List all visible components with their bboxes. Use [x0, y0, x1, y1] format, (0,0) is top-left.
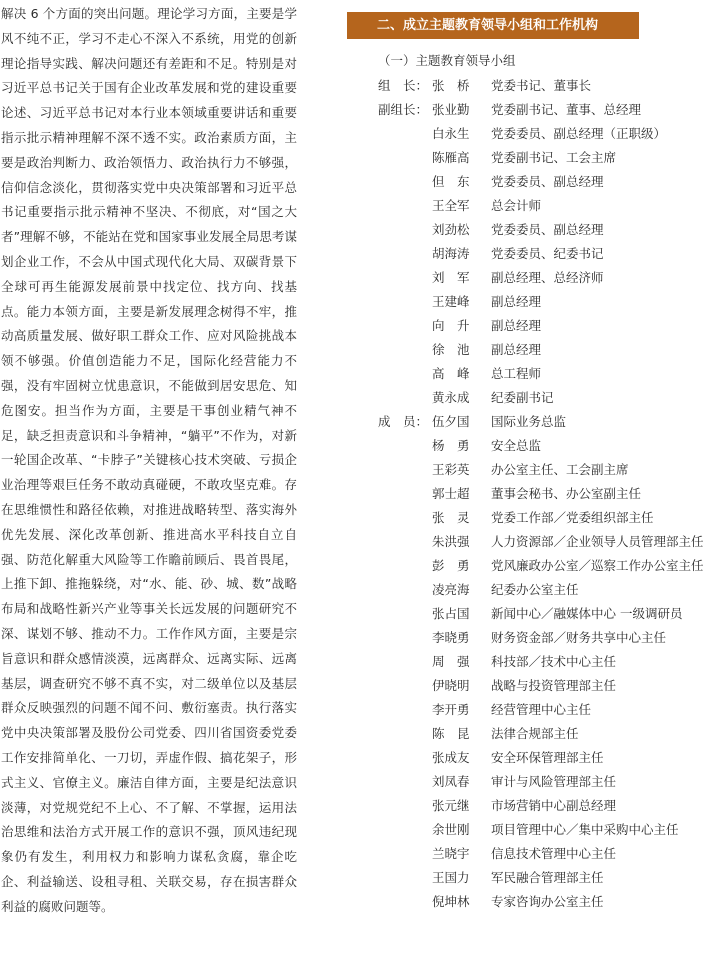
roster-row [378, 722, 721, 746]
member-name: 凌亮海 [432, 582, 470, 597]
role-label [378, 338, 432, 362]
roster-row [378, 338, 721, 362]
roster-row [378, 818, 721, 842]
role-label: 成 员： [378, 414, 429, 429]
roster-row [378, 842, 721, 866]
member-position: 经营管理中心主任 [491, 702, 592, 717]
role-label [378, 866, 432, 890]
member-name: 王国力 [432, 870, 470, 885]
role-label [378, 242, 432, 266]
roster-row [378, 266, 721, 290]
member-name: 黄永成 [432, 390, 470, 405]
roster-row [378, 434, 721, 458]
role-label [378, 890, 432, 914]
roster-row [378, 386, 721, 410]
member-position: 党委副书记、工会主席 [491, 150, 617, 165]
member-name: 余世刚 [432, 822, 470, 837]
member-name: 周 强 [432, 654, 470, 669]
role-label [378, 842, 432, 866]
section-heading: 二、成立主题教育领导小组和工作机构 [347, 12, 639, 39]
roster-row [378, 290, 721, 314]
roster-row [378, 410, 721, 434]
member-name: 王全军 [432, 198, 470, 213]
role-label [378, 170, 432, 194]
member-position: 战略与投资管理部主任 [491, 678, 617, 693]
member-name: 杨 勇 [432, 438, 470, 453]
member-name: 徐 池 [432, 342, 470, 357]
member-position: 安全环保管理部主任 [491, 750, 604, 765]
member-position: 党委委员、纪委书记 [491, 246, 604, 261]
roster-row [378, 674, 721, 698]
member-position: 纪委副书记 [491, 390, 554, 405]
member-position: 财务资金部／财务共享中心主任 [491, 630, 667, 645]
role-label [378, 386, 432, 410]
role-label [378, 530, 432, 554]
roster-row [378, 218, 721, 242]
roster-row [378, 98, 721, 122]
role-label [378, 194, 432, 218]
roster-row [378, 890, 721, 914]
member-name: 李开勇 [432, 702, 470, 717]
member-name: 高 峰 [432, 366, 470, 381]
role-label [378, 458, 432, 482]
member-position: 党风廉政办公室／巡察工作办公室主任 [491, 558, 704, 573]
member-position: 副总经理、总经济师 [491, 270, 604, 285]
member-name: 刘 军 [432, 270, 470, 285]
role-label [378, 818, 432, 842]
member-name: 刘劲松 [432, 222, 470, 237]
member-name: 郭士超 [432, 486, 470, 501]
role-label: 组 长： [378, 78, 429, 93]
member-position: 市场营销中心副总经理 [491, 798, 617, 813]
roster-row [378, 626, 721, 650]
member-name: 王彩英 [432, 462, 470, 477]
member-position: 科技部／技术中心主任 [491, 654, 617, 669]
role-label [378, 602, 432, 626]
roster-row [378, 122, 721, 146]
roster-row [378, 770, 721, 794]
member-position: 党委书记、董事长 [491, 78, 592, 93]
member-position: 党委副书记、董事、总经理 [491, 102, 642, 117]
role-label [378, 626, 432, 650]
role-label [378, 218, 432, 242]
roster-row [378, 794, 721, 818]
roster-row [378, 698, 721, 722]
member-position: 党委工作部／党委组织部主任 [491, 510, 654, 525]
member-name: 胡海涛 [432, 246, 470, 261]
member-position: 副总经理 [491, 294, 542, 309]
role-label [378, 266, 432, 290]
role-label [378, 434, 432, 458]
roster-row [378, 866, 721, 890]
role-label [378, 770, 432, 794]
roster-row [378, 314, 721, 338]
role-label [378, 650, 432, 674]
member-position: 副总经理 [491, 318, 542, 333]
member-position: 党委委员、副总经理（正职级） [491, 126, 667, 141]
member-name: 王建峰 [432, 294, 470, 309]
leadership-roster [378, 74, 721, 914]
roster-row [378, 530, 721, 554]
subsection-title: （一）主题教育领导小组 [378, 53, 516, 68]
member-name: 兰晓宇 [432, 846, 470, 861]
role-label [378, 578, 432, 602]
roster-row [378, 362, 721, 386]
member-name: 李晓勇 [432, 630, 470, 645]
role-label [378, 122, 432, 146]
role-label [378, 362, 432, 386]
member-name: 张元继 [432, 798, 470, 813]
body-paragraph: 解决 6 个方面的突出问题。理论学习方面，主要是学风不纯不正，学习不走心不深入不系统，用党的创新理论指导实践、解决问题还有差距和不足。特别是对习近平总书记关于国有企业改革发展和党的建设重要论述、习近平总书记对本行业本领域重要讲话和重要指示批示精神理解不深不透不实。政治素质方面，主要是政治判断力、政治领悟力、政治执行力不够强，信仰信念淡化，贯彻落实党中央决策部署和习近平总书记重要指示批示精神不坚决、不彻底，对“国之大者”理解不够，不能站在党和国家事业发展全局思考谋划企业工作，不会从中国式现代化大局、双碳背景下全球可再生能源发展前景中找定位、找方向、找基点。能力本领方面，主要是新发展理念树得不牢，推动高质量发展、做好职工群众工作、应对风险挑战本领不够强。价值创造能力不足，国际化经营能力不强，没有牢固树立忧患意识，不能做到居安思危、知危图安。担当作为方面，主要是干事创业精气神不足，缺乏担责意识和斗争精神，“躺平”不作为，对新一轮国企改革、“卡脖子”关键核心技术突破、亏损企业治理等艰巨任务不敢动真碰硬，不敢攻坚克难。存在思维惯性和路径依赖，对推进战略转型、落实海外优先发展、深化改革创新、推进高水平科技自立自强、防范化解重大风险等工作瞻前顾后、畏首畏尾，上推下卸、推拖躲绕，对“水、能、砂、城、数”战略布局和战略性新兴产业等事关长远发展的问题研究不深、谋划不够、推动不力。工作作风方面，主要是宗旨意识和群众感情淡漠，远离群众、远离实际、远离基层，调查研究不够不真不实，对二级单位以及基层群众反映强烈的问题不闻不问、敷衍塞责。执行落实党中央决策部署及股份公司党委、四川省国资委党委工作安排简单化、一刀切，弄虚作假、搞花架子，形式主义、官僚主义。廉洁自律方面，主要是纪法意识淡薄，对党规党纪不上心、不了解、不掌握，运用法治思维和法治方式开展工作的意识不强，顶风违纪现象仍有发生，利用权力和影响力谋私贪腐，靠企吃企、利益输送、设租寻租、关联交易，存在损害群众利益的腐败问题等。 [1, 6, 297, 914]
member-name: 张 灵 [432, 510, 470, 525]
member-name: 白永生 [432, 126, 470, 141]
member-position: 安全总监 [491, 438, 542, 453]
member-position: 纪委办公室主任 [491, 582, 579, 597]
roster-row [378, 578, 721, 602]
roster-row [378, 194, 721, 218]
member-position: 国际业务总监 [491, 414, 567, 429]
member-name: 伍夕国 [432, 414, 470, 429]
member-name: 陈雁高 [432, 150, 470, 165]
member-position: 人力资源部／企业领导人员管理部主任 [491, 534, 704, 549]
member-name: 张业勤 [432, 102, 470, 117]
role-label [378, 290, 432, 314]
role-label [378, 674, 432, 698]
member-name: 朱洪强 [432, 534, 470, 549]
member-name: 但 东 [432, 174, 470, 189]
member-position: 军民融合管理部主任 [491, 870, 604, 885]
body-text-column [1, 2, 297, 919]
roster-row [378, 482, 721, 506]
member-name: 张成友 [432, 750, 470, 765]
roster-row [378, 650, 721, 674]
member-name: 张 桥 [432, 78, 470, 93]
roster-row [378, 242, 721, 266]
member-position: 项目管理中心／集中采购中心主任 [491, 822, 679, 837]
role-label [378, 554, 432, 578]
role-label [378, 314, 432, 338]
roster-row [378, 554, 721, 578]
role-label [378, 482, 432, 506]
roster-row [378, 74, 721, 98]
member-name: 向 升 [432, 318, 470, 333]
role-label [378, 722, 432, 746]
roster-row [378, 746, 721, 770]
member-position: 办公室主任、工会副主席 [491, 462, 629, 477]
roster-row [378, 170, 721, 194]
member-position: 董事会秘书、办公室副主任 [491, 486, 642, 501]
roster-row [378, 602, 721, 626]
member-position: 法律合规部主任 [491, 726, 579, 741]
roster-row [378, 458, 721, 482]
roster-row [378, 146, 721, 170]
role-label: 副组长： [378, 102, 429, 117]
role-label [378, 506, 432, 530]
member-position: 总会计师 [491, 198, 542, 213]
member-position: 党委委员、副总经理 [491, 174, 604, 189]
roster-row [378, 506, 721, 530]
member-position: 副总经理 [491, 342, 542, 357]
role-label [378, 698, 432, 722]
member-position: 审计与风险管理部主任 [491, 774, 617, 789]
member-name: 陈 昆 [432, 726, 470, 741]
member-name: 张占国 [432, 606, 470, 621]
member-position: 信息技术管理中心主任 [491, 846, 617, 861]
role-label [378, 146, 432, 170]
member-name: 伊晓明 [432, 678, 470, 693]
member-position: 专家咨询办公室主任 [491, 894, 604, 909]
member-position: 党委委员、副总经理 [491, 222, 604, 237]
member-name: 倪坤林 [432, 894, 470, 909]
member-position: 新闻中心／融媒体中心 一级调研员 [491, 606, 683, 621]
role-label [378, 746, 432, 770]
member-name: 彭 勇 [432, 558, 470, 573]
role-label [378, 794, 432, 818]
member-position: 总工程师 [491, 366, 542, 381]
member-name: 刘凤春 [432, 774, 470, 789]
